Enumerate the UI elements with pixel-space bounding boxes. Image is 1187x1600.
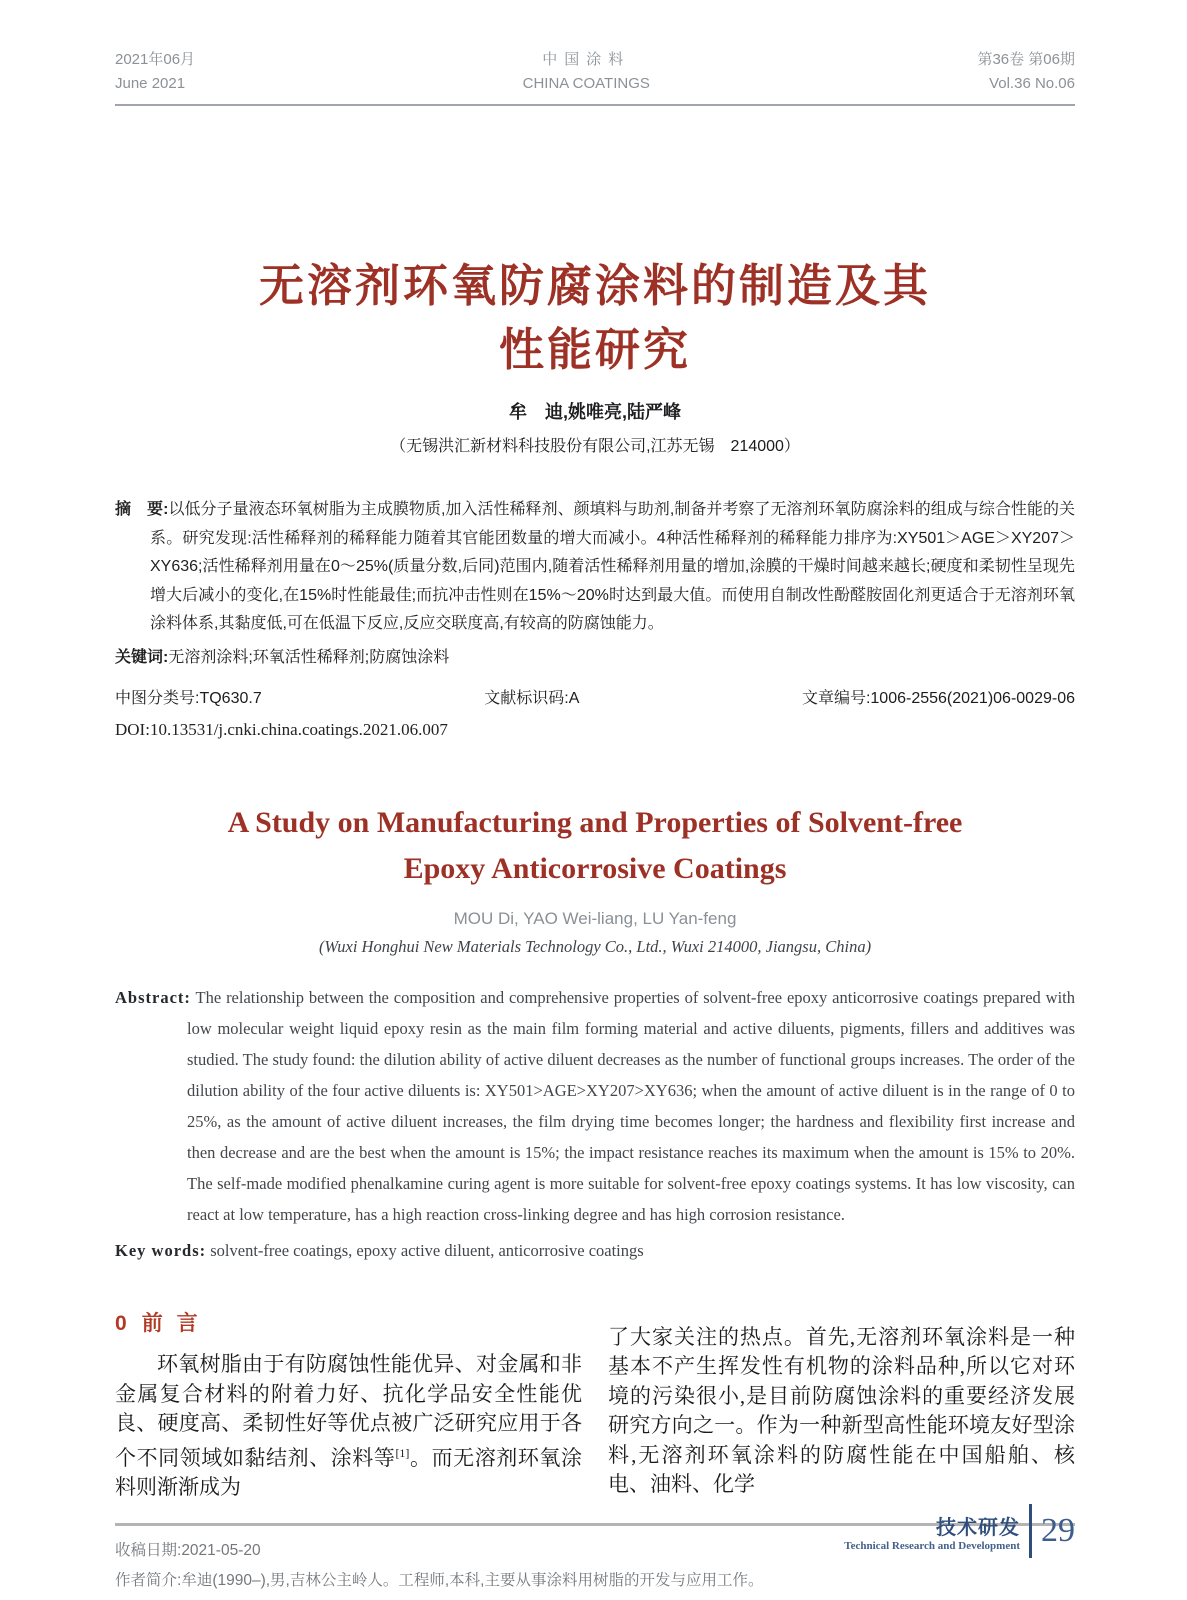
keywords-cn	[115, 644, 1075, 672]
bio-text: 牟迪(1990–),男,吉林公主岭人。工程师,本科,主要从事涂料用树脂的开发与应用工作。	[181, 1571, 764, 1589]
keywords-label-cn: 关键词:	[115, 648, 169, 666]
footer-column-labels	[844, 1511, 1020, 1552]
abstract-en	[115, 982, 1075, 1230]
document-code	[484, 685, 579, 708]
page-number: 29	[1041, 1512, 1075, 1549]
bio-label: 作者简介:	[115, 1571, 182, 1589]
section-title: 前言	[141, 1311, 212, 1335]
article-title-en	[115, 800, 1075, 892]
journal-name-cn: 中国涂料	[542, 51, 631, 68]
keywords-label-en: Key words:	[115, 1240, 207, 1260]
abstract-cn	[115, 496, 1075, 639]
journal-name-en: CHINA COATINGS	[522, 75, 650, 92]
section-number: 0	[115, 1311, 128, 1335]
doc-code-value: A	[568, 689, 580, 707]
footer-divider-bar	[1029, 1504, 1032, 1558]
body-column-right	[608, 1309, 1075, 1503]
authors-cn: 牟 迪,姚唯亮,陆严峰	[508, 402, 681, 422]
article-id-label: 文章编号:	[801, 689, 871, 707]
volume-en: Vol.36 No.06	[989, 75, 1075, 92]
header-date-en: June 2021	[115, 75, 186, 92]
article-title-cn-line1: 无溶剂环氧防腐涂料的制造及其	[258, 260, 931, 311]
header-date-cn: 2021年06月	[115, 51, 196, 68]
footer-column-cn: 技术研发	[936, 1516, 1020, 1539]
clc-number	[115, 685, 262, 708]
article-title-cn	[115, 254, 1075, 382]
header-volume-info	[977, 48, 1075, 96]
received-value: 2021-05-20	[181, 1541, 261, 1559]
footer-column-en: Technical Research and Development	[844, 1539, 1020, 1552]
intro-left-tail: 。而无溶剂环氧涂料则渐渐成为	[115, 1445, 583, 1499]
citation-ref-1: [1]	[395, 1445, 410, 1460]
affiliation-en: (Wuxi Honghui New Materials Technology Co., Ltd., Wuxi 214000, Jiangsu, China)	[318, 936, 872, 956]
page-footer	[844, 1504, 1075, 1558]
intro-paragraph-right: 了大家关注的热点。首先,无溶剂环氧涂料是一种基本不产生挥发性有机物的涂料品种,所以它对环境的污染很小,是目前防腐蚀涂料的重要经济发展研究方向之一。作为一种新型高性能环境友好型涂料,无溶剂环氧涂料的防腐性能在中国船舶、核电、油料、化学	[608, 1324, 1075, 1496]
header-journal-name	[523, 48, 650, 96]
article-title-cn-line2: 性能研究	[498, 324, 691, 375]
authors-en: MOU Di, YAO Wei-liang, LU Yan-feng	[453, 908, 737, 928]
abstract-label-cn: 摘 要:	[115, 501, 169, 518]
intro-left-text: 环氧树脂由于有防腐蚀性能优异、对金属和非金属复合材料的附着力好、抗化学品安全性能优良、硬度高、柔韧性好等优点被广泛研究应用于各个不同领域如黏结剂、涂料等	[115, 1352, 582, 1470]
clc-label: 中图分类号:	[115, 689, 200, 707]
article-id	[802, 685, 1075, 708]
author-bio-line	[115, 1566, 1075, 1596]
header-issue-date	[115, 48, 195, 96]
section-0-heading	[115, 1309, 582, 1339]
doc-code-label: 文献标识码:	[484, 689, 569, 707]
keywords-en	[115, 1241, 1075, 1261]
abstract-text-cn: 以低分子量液态环氧树脂为主成膜物质,加入活性稀释剂、颜填料与助剂,制备并考察了无溶剂环氧防腐涂料的组成与综合性能的关系。研究发现:活性稀释剂的稀释能力随着其官能团数量的增大而减小。4种活性稀释剂的稀释能力排序为:XY501＞AGE＞XY207＞XY636;活性稀释剂用量在0～25%(质量分数,后同)范围内,随着活性稀释剂用量的增加,涂膜的干燥时间越来越长;硬度和柔韧性呈现先增大后减小的变化,在15%时性能最佳;而抗冲击性则在15%～20%时达到最大值。而使用自制改性酚醛胺固化剂更适合于无溶剂环氧涂料体系,其黏度低,可在低温下反应,反应交联度高,有较高的防腐蚀能力。	[150, 501, 1075, 632]
classification-row	[115, 685, 1075, 708]
journal-header	[115, 0, 1075, 106]
affiliation-cn: （无锡洪汇新材料科技股份有限公司,江苏无锡 214000）	[390, 438, 800, 455]
article-id-value: 1006-2556(2021)06-0029-06	[870, 689, 1075, 707]
clc-value: TQ630.7	[199, 689, 262, 707]
keywords-text-en: solvent-free coatings, epoxy active diluent, anticorrosive coatings	[210, 1240, 644, 1260]
article-title-en-line2: Epoxy Anticorrosive Coatings	[403, 851, 787, 885]
volume-cn: 第36卷 第06期	[977, 51, 1075, 68]
keywords-text-cn: 无溶剂涂料;环氧活性稀释剂;防腐蚀涂料	[168, 648, 450, 666]
doi-line: DOI:10.13531/j.cnki.china.coatings.2021.06.007	[115, 719, 448, 739]
body-columns	[115, 1309, 1075, 1503]
body-column-left	[115, 1309, 582, 1503]
intro-paragraph-left	[115, 1350, 582, 1503]
article-title-en-line1: A Study on Manufacturing and Properties of Solvent-free	[227, 805, 963, 839]
abstract-text-en: The relationship between the composition and comprehensive properties of solvent-free epoxy anticorrosive coatings prepared with low molecular weight liquid epoxy resin as the main film forming material and active diluents, pigments, fillers and additives was studied. The study found: the dilution ability of active diluent decreases as the number of functional groups increases. The order of the dilution ability of the four active diluents is: XY501>AGE>XY207>XY636; when the amount of active diluent is in the range of 0 to 25%, as the amount of active diluent increases, the film drying time becomes longer; the hardness and flexibility first increase and then decrease and are the best when the amount is 15%; the impact resistance reaches its maximum when the amount is 15% to 20%. The self-made modified phenalkamine curing agent is more suitable for solvent-free epoxy coatings systems. It has low viscosity, can react at low temperature, has a high reaction cross-linking degree and has high corrosion resistance.	[187, 987, 1076, 1224]
abstract-label-en: Abstract:	[115, 987, 191, 1007]
received-label: 收稿日期:	[115, 1541, 182, 1559]
